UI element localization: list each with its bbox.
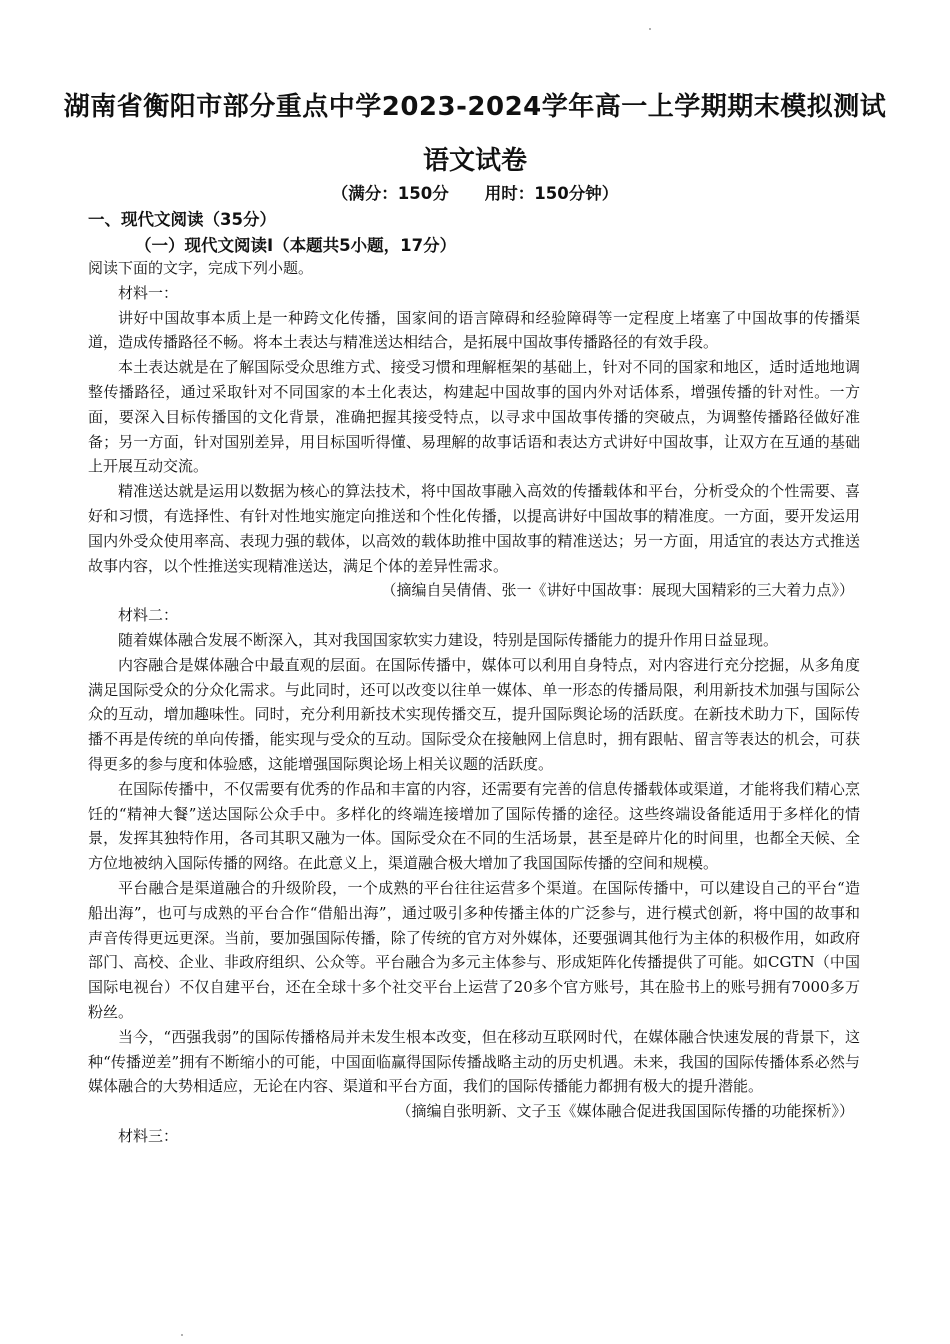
material1-paragraph: 本土表达就是在了解国际受众思维方式、接受习惯和理解框架的基础上，针对不同的国家和地区，适时适地地调整传播路径，通过采取针对不同国家的本土化表达，构建起中国故事的国内外对话体系，增强传播的针对性。一方面，要深入目标传播国的文化背景，准确把握其接受特点，以寻求中国故事传播的突破点，为调整传播路径做好准备；另一方面，针对国别差异，用目标国听得懂、易理解的故事话语和表达方式讲好中国故事，让双方在互通的基础上开展互动交流。 [88,358,860,476]
full-score: （满分：150分 [331,184,449,203]
material2-paragraph: 随着媒体融合发展不断深入，其对我国国家软实力建设，特别是国际传播能力的提升作用日益显现。 [118,630,779,649]
material2-paragraph: 平台融合是渠道融合的升级阶段，一个成熟的平台往往运营多个渠道。在国际传播中，可以建设自己的平台“造船出海”，也可与成熟的平台合作“借船出海”，通过吸引多种传播主体的广泛参与，进行模式创新，将中国的故事和声音传得更远更深。当前，要加强国际传播，除了传统的官方对外媒体，还要强调其他行为主体的积极作用，如政府部门、高校、企业、非政府组织、公众等。平台融合为多元主体参与、形成矩阵化传播提供了可能。如CGTN（中国国际电视台）不仅自建平台，还在全球十多个社交平台上运营了20多个官方账号，其在脸书上的账号拥有7000多万粉丝。 [88,878,860,1021]
exam-title: 湖南省衡阳市部分重点中学2023-2024学年高一上学期期末模拟测试 [63,92,887,122]
material1-label: 材料一： [118,283,179,302]
exam-subject: 语文试卷 [422,146,527,176]
material1-paragraph: 精准送达就是运用以数据为核心的算法技术，将中国故事融入高效的传播载体和平台，分析受众的个性需要、喜好和习惯，有选择性、有针对性地实施定向推送和个性化传播，以提高讲好中国故事的精准度。一方面，要开发运用国内外受众使用率高、表现力强的载体，以高效的载体助推中国故事的精准送达；另一方面，用适宜的表达方式推送故事内容，以个性推送实现精准送达，满足个体的差异性需求。 [88,482,860,575]
instruction: 阅读下面的文字，完成下列小题。 [88,259,314,277]
material1-source: （摘编自吴倩倩、张一《讲好中国故事：展现大国精彩的三大着力点》） [381,581,854,600]
material2-paragraph: 在国际传播中，不仅需要有优秀的作品和丰富的内容，还需要有完善的信息传播载体或渠道，才能将我们精心烹饪的“精神大餐”送达国际公众手中。多样化的终端连接增加了国际传播的途径。这些终端设备能适用于多样化的情景，发挥其独特作用，各司其职又融为一体。国际受众在不同的生活场景，甚至是碎片化的时间里，也都全天候、全方位地被纳入国际传播的网络。在此意义上，渠道融合极大增加了我国国际传播的空间和规模。 [88,779,860,873]
material2-label: 材料二： [118,606,179,625]
scan-dot [649,28,651,30]
subsection-heading: （一）现代文阅读Ⅰ（本题共5小题，17分） [135,236,457,255]
material1-paragraph: 讲好中国故事本质上是一种跨文化传播，国家间的语言障碍和经验障碍等一定程度上堵塞了中国故事的传播渠道，造成传播路径不畅。将本土表达与精准送达相结合，是拓展中国故事传播路径的有效手段。 [88,308,860,352]
section-heading: 一、现代文阅读（35分） [88,210,276,229]
material2-source: （摘编自张明新、文子玉《媒体融合促进我国国际传播的功能探析》） [396,1102,854,1121]
score-time-line [0,180,950,204]
material2-paragraph: 内容融合是媒体融合中最直观的层面。在国际传播中，媒体可以利用自身特点，对内容进行充分挖掘，从多角度满足国际受众的分众化需求。与此同时，还可以改变以往单一媒体、单一形态的传播局限，利用新技术加强与国际公众的互动，增加趣味性。同时，充分利用新技术实现传播交互，提升国际舆论场的活跃度。在新技术助力下，国际传播不再是传统的单向传播，能实现与受众的互动。国际受众在接触网上信息时，拥有跟帖、留言等表达的机会，可获得更多的参与度和体验感，这能增强国际舆论场上相关议题的活跃度。 [88,655,860,773]
time-limit: 用时：150分钟） [484,184,619,203]
material3-label: 材料三： [118,1126,179,1145]
passage-body [88,256,860,1149]
material2-paragraph: 当今，“西强我弱”的国际传播格局并未发生根本改变，但在移动互联网时代，在媒体融合快速发展的背景下，这种“传播逆差”拥有不断缩小的可能，中国面临赢得国际传播战略主动的历史机遇。未来，我国的国际传播体系必然与媒体融合的大势相适应，无论在内容、渠道和平台方面，我们的国际传播能力都拥有极大的提升潜能。 [88,1027,860,1096]
scan-dot [181,1334,183,1336]
